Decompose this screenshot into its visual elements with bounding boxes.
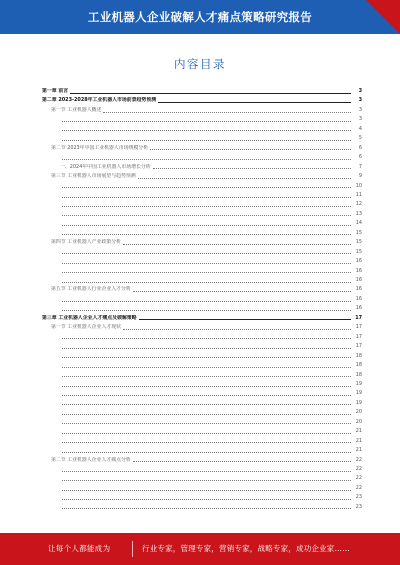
footer-slogan: 让每个人都能成为 <box>48 544 111 553</box>
toc-entry[interactable] <box>42 145 362 152</box>
toc-page-number: 18 <box>355 371 362 378</box>
toc-leader-dots <box>62 253 351 254</box>
toc-entry-title: 第一章 前言 <box>42 88 69 94</box>
toc-leader-dots <box>62 187 351 188</box>
toc-page-number: 6 <box>358 154 362 161</box>
toc-entry[interactable] <box>42 107 362 114</box>
toc-entry[interactable] <box>42 249 362 256</box>
toc-page-number: 16 <box>355 286 362 293</box>
toc-entry[interactable] <box>42 258 362 265</box>
toc-page-number: 19 <box>355 390 362 397</box>
toc-page-number: 21 <box>355 447 362 454</box>
toc-entry[interactable] <box>42 268 362 275</box>
toc-page-number: 21 <box>355 428 362 435</box>
footer-tagline: 行业专家，管理专家，营销专家，战略专家，成功企业家…… <box>142 544 350 553</box>
toc-entry-title: 第一节 工业机器人概述 <box>51 106 102 113</box>
toc-leader-dots <box>62 433 351 434</box>
toc-page-number: 5 <box>358 135 362 142</box>
toc-leader-dots <box>138 178 351 179</box>
toc-entry[interactable] <box>42 400 362 407</box>
toc-leader-dots <box>123 329 351 330</box>
toc-page-number: 22 <box>355 456 362 463</box>
toc-entry[interactable] <box>42 428 362 435</box>
toc-leader-dots <box>62 423 351 424</box>
toc-leader-dots <box>62 404 351 405</box>
footer-bar <box>0 533 400 565</box>
toc-leader-dots <box>62 215 351 216</box>
toc-entry-title: 第二章 2023-2028年工业机器人市场前景趋势预测 <box>42 97 157 104</box>
toc-entry[interactable] <box>42 135 362 142</box>
toc-entry-title: 第五节 工业机器人行业企业人才分析 <box>51 286 131 293</box>
toc-leader-dots <box>62 471 351 472</box>
toc-entry[interactable] <box>42 277 362 284</box>
toc-page-number: 16 <box>355 277 362 283</box>
toc-leader-dots <box>62 452 351 453</box>
toc-entry[interactable] <box>42 286 362 293</box>
toc-entry[interactable] <box>42 494 362 501</box>
toc-entry[interactable] <box>42 192 362 199</box>
toc-leader-dots <box>62 499 351 500</box>
toc-entry[interactable] <box>42 334 362 341</box>
toc-entry-title: 第二节 2023年中国工业机器人市场规模分析 <box>51 144 149 151</box>
toc-entry[interactable] <box>42 315 362 322</box>
toc-page-number: 15 <box>355 248 362 255</box>
toc-entry-title: 第四节 工业机器人产业政策分析 <box>51 239 122 246</box>
toc-entry[interactable] <box>42 220 362 227</box>
toc-entry-title: 第三节 工业机器人市场展望与趋势预测 <box>51 173 136 180</box>
toc-page-number: 19 <box>355 380 362 387</box>
toc-entry[interactable] <box>42 504 362 511</box>
toc-page-number: 7 <box>358 163 362 170</box>
toc-leader-dots <box>133 291 351 292</box>
toc-entry-title: 第一节 工业机器人企业人才现状 <box>51 324 122 331</box>
toc-entry[interactable] <box>42 457 362 464</box>
toc-page-number: 9 <box>358 173 362 180</box>
toc-entry[interactable] <box>42 211 362 218</box>
toc-page-number: 22 <box>355 484 362 491</box>
toc-leader-dots <box>150 149 351 150</box>
toc-page-number: 23 <box>355 503 362 510</box>
toc-leader-dots <box>158 102 351 103</box>
toc-leader-dots <box>62 357 351 358</box>
toc-page-number: 6 <box>358 144 362 151</box>
toc-page-number: 12 <box>355 201 362 208</box>
toc-page-number: 13 <box>355 210 362 217</box>
toc-page-number: 20 <box>355 409 362 416</box>
toc-page-number: 3 <box>358 116 362 123</box>
toc-leader-dots <box>62 395 351 396</box>
toc-entry[interactable] <box>42 88 362 95</box>
toc-page-number: 17 <box>355 333 362 340</box>
toc-leader-dots <box>62 301 351 302</box>
footer-divider <box>132 541 133 557</box>
toc-page-number: 3 <box>358 97 362 104</box>
toc-page-number: 16 <box>355 267 362 274</box>
toc-leader-dots <box>139 319 351 320</box>
toc-leader-dots <box>62 263 351 264</box>
toc-page-number: 16 <box>355 305 362 312</box>
toc-entry[interactable] <box>42 362 362 369</box>
toc-leader-dots <box>123 244 351 245</box>
toc-page-number: 17 <box>355 343 362 350</box>
toc-page-number: 21 <box>355 437 362 444</box>
toc-entry[interactable] <box>42 485 362 492</box>
toc-leader-dots <box>62 508 351 509</box>
toc-entry[interactable] <box>42 164 362 171</box>
toc-leader-dots <box>62 140 351 141</box>
toc-page-number: 15 <box>355 239 362 246</box>
toc-entry[interactable] <box>42 239 362 246</box>
toc-page-number: 18 <box>355 352 362 359</box>
toc-entry[interactable] <box>42 230 362 237</box>
toc-page-number: 23 <box>355 494 362 501</box>
toc-entry-title: 第三章 工业机器人企业人才痛点及破解策略 <box>42 314 137 321</box>
toc-page-number: 3 <box>358 88 362 94</box>
toc-page-number: 15 <box>355 229 362 236</box>
toc-entry[interactable] <box>42 390 362 397</box>
toc-entry[interactable] <box>42 475 362 482</box>
toc-leader-dots <box>62 490 351 491</box>
toc-entry[interactable] <box>42 409 362 416</box>
toc-entry[interactable] <box>42 305 362 312</box>
toc-leader-dots <box>103 112 351 113</box>
toc-page-number: 22 <box>355 466 362 472</box>
toc-leader-dots <box>62 282 351 283</box>
table-of-contents <box>42 88 362 514</box>
toc-entry[interactable] <box>42 97 362 104</box>
toc-entry[interactable] <box>42 447 362 454</box>
corner-triangle-decoration <box>366 0 400 34</box>
toc-leader-dots <box>133 461 351 462</box>
toc-page-number: 10 <box>355 182 362 189</box>
toc-leader-dots <box>62 159 351 160</box>
toc-leader-dots <box>62 206 351 207</box>
toc-entry[interactable] <box>42 296 362 303</box>
header-bar <box>0 0 400 34</box>
toc-entry[interactable] <box>42 466 362 473</box>
toc-leader-dots <box>62 310 351 311</box>
contents-heading: 内容目录 <box>174 57 226 71</box>
toc-leader-dots <box>153 168 351 169</box>
toc-page-number: 11 <box>355 191 362 198</box>
toc-leader-dots <box>62 348 351 349</box>
toc-entry[interactable] <box>42 438 362 445</box>
toc-leader-dots <box>62 197 351 198</box>
toc-leader-dots <box>62 442 351 443</box>
toc-entry[interactable] <box>42 381 362 388</box>
toc-entry[interactable] <box>42 116 362 123</box>
toc-page-number: 16 <box>355 258 362 265</box>
toc-entry[interactable] <box>42 183 362 190</box>
toc-leader-dots <box>62 480 351 481</box>
toc-leader-dots <box>62 234 351 235</box>
toc-entry[interactable] <box>42 419 362 426</box>
toc-leader-dots <box>62 130 351 131</box>
toc-leader-dots <box>62 386 351 387</box>
toc-page-number: 19 <box>355 399 362 406</box>
toc-leader-dots <box>62 414 351 415</box>
toc-entry-title: 第二节 工业机器人企业人才痛点分析 <box>51 456 131 463</box>
toc-leader-dots <box>62 367 351 368</box>
toc-page-number: 16 <box>355 295 362 302</box>
toc-page-number: 14 <box>355 220 362 227</box>
toc-entry[interactable] <box>42 372 362 379</box>
toc-page-number: 18 <box>355 362 362 369</box>
toc-leader-dots <box>62 272 351 273</box>
toc-entry[interactable] <box>42 154 362 161</box>
toc-page-number: 3 <box>358 106 362 113</box>
toc-entry[interactable] <box>42 173 362 180</box>
toc-leader-dots <box>62 121 351 122</box>
toc-leader-dots <box>62 338 351 339</box>
toc-page-number: 22 <box>355 475 362 482</box>
toc-leader-dots <box>62 225 351 226</box>
toc-entry[interactable] <box>42 343 362 350</box>
toc-page-number: 17 <box>355 324 362 331</box>
toc-entry-title: 一、2024年中国工业机器人市场增长分析 <box>60 163 151 170</box>
toc-leader-dots <box>70 93 351 94</box>
report-title: 工业机器人企业破解人才痛点策略研究报告 <box>87 10 313 24</box>
toc-leader-dots <box>62 376 351 377</box>
toc-entry[interactable] <box>42 324 362 331</box>
toc-page-number: 20 <box>355 418 362 425</box>
toc-entry[interactable] <box>42 353 362 360</box>
toc-entry[interactable] <box>42 201 362 208</box>
toc-page-number: 4 <box>358 125 362 132</box>
toc-entry[interactable] <box>42 126 362 133</box>
toc-page-number: 17 <box>355 314 362 321</box>
